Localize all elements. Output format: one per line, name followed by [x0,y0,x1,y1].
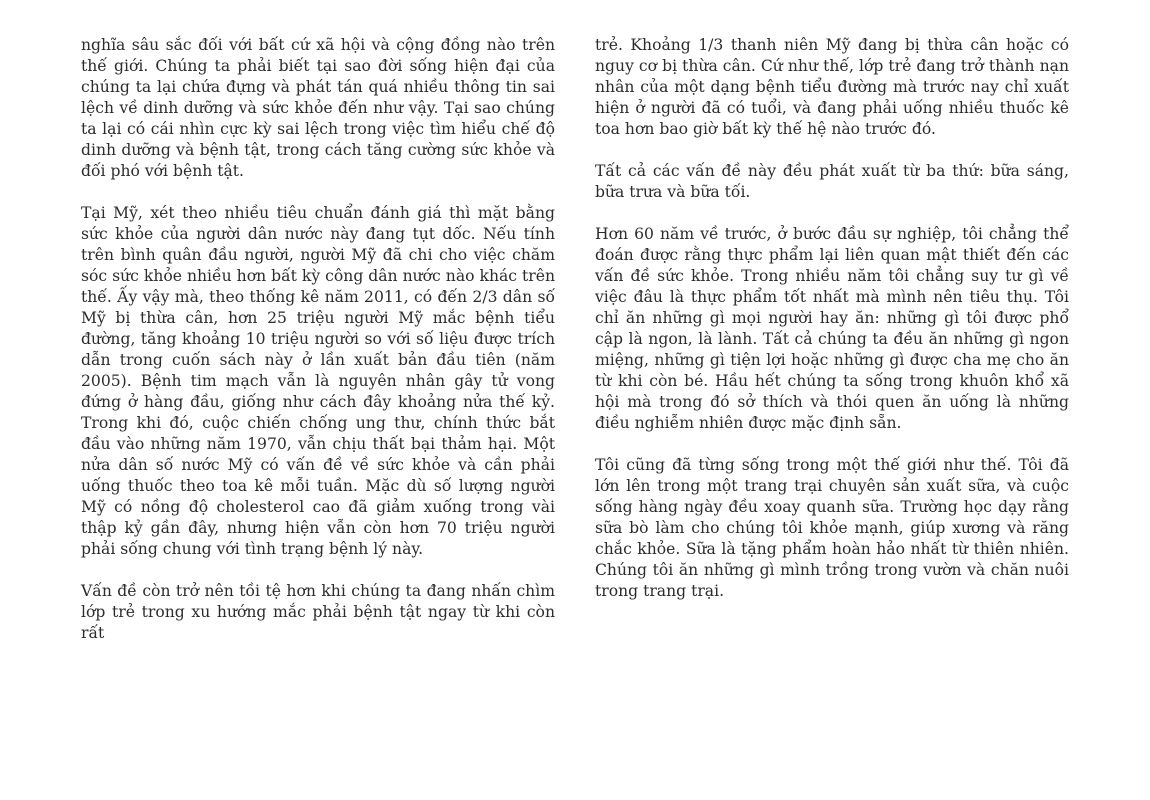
paragraph: Tất cả các vấn đề này đều phát xuất từ ba thứ: bữa sáng, bữa trưa và bữa tối. [595,162,1069,201]
paragraph: Tại Mỹ, xét theo nhiều tiêu chuẩn đánh giá thì mặt bằng sức khỏe của người dân nước này đang tụt dốc. Nếu tính trên bình quân đầu người, người Mỹ đã chi cho việc chăm sóc sức khỏe nhiều hơn bất kỳ công dân nước nào khác trên thế. Ấy vậy mà, theo thống kê năm 2011, có đến 2/3 dân số Mỹ bị thừa cân, hơn 25 triệu người Mỹ mắc bệnh tiểu đường, tăng khoảng 10 triệu người so với số liệu được trích dẫn trong cuốn sách này ở lần xuất bản đầu tiên (năm 2005). Bệnh tim mạch vẫn là nguyên nhân gây tử vong đứng ở hàng đầu, giống như cách đây khoảng nửa thế kỷ. Trong khi đó, cuộc chiến chống ung thư, chính thức bắt đầu vào những năm 1970, vẫn chịu thất bại thảm hại. Một nửa dân số nước Mỹ có vấn đề về sức khỏe và cần phải uống thuốc theo toa kê mỗi tuần. Mặc dù số lượng người Mỹ có nồng độ cholesterol cao đã giảm xuống trong vài thập kỷ gần đây, nhưng hiện vẫn còn hơn 70 triệu người phải sống chung với tình trạng bệnh lý này. [81,204,555,558]
right-text-column [595,35,1069,623]
paragraph: Vấn đề còn trở nên tồi tệ hơn khi chúng ta đang nhấn chìm lớp trẻ trong xu hướng mắc phải bệnh tật ngay từ khi còn rất [81,582,555,642]
paragraph: Tôi cũng đã từng sống trong một thế giới như thế. Tôi đã lớn lên trong một trang trại chuyên sản xuất sữa, và cuộc sống hàng ngày đều xoay quanh sữa. Trường học dạy rằng sữa bò làm cho chúng tôi khỏe mạnh, giúp xương và răng chắc khỏe. Sữa là tặng phẩm hoàn hảo nhất từ thiên nhiên. Chúng tôi ăn những gì mình trồng trong vườn và chăn nuôi trong trang trại. [595,456,1069,600]
paragraph: Hơn 60 năm về trước, ở bước đầu sự nghiệp, tôi chẳng thể đoán được rằng thực phẩm lại liên quan mật thiết đến các vấn đề sức khỏe. Trong nhiều năm tôi chẳng suy tư gì về việc đâu là thực phẩm tốt nhất mà mình nên tiêu thụ. Tôi chỉ ăn những gì mọi người hay ăn: những gì tôi được phổ cập là ngon, là lành. Tất cả chúng ta đều ăn những gì ngon miệng, những gì tiện lợi hoặc những gì được cha mẹ cho ăn từ khi còn bé. Hầu hết chúng ta sống trong khuôn khổ xã hội mà trong đó sở thích và thói quen ăn uống là những điều nghiễm nhiên được mặc định sẵn. [595,225,1069,432]
paragraph: trẻ. Khoảng 1/3 thanh niên Mỹ đang bị thừa cân hoặc có nguy cơ bị thừa cân. Cứ như thế, lớp trẻ đang trở thành nạn nhân của một dạng bệnh tiểu đường mà trước nay chỉ xuất hiện ở người đã có tuổi, và đang phải uống nhiều thuốc kê toa hơn bao giờ bất kỳ thế hệ nào trước đó. [595,36,1069,138]
left-text-column [81,35,555,665]
paragraph: nghĩa sâu sắc đối với bất cứ xã hội và cộng đồng nào trên thế giới. Chúng ta phải biết tại sao đời sống hiện đại của chúng ta lại chứa đựng và phát tán quá nhiều thông tin sai lệch về dinh dưỡng và sức khỏe đến như vậy. Tại sao chúng ta lại có cái nhìn cực kỳ sai lệch trong việc tìm hiểu chế độ dinh dưỡng và bệnh tật, trong cách tăng cường sức khỏe và đối phó với bệnh tật. [81,36,555,180]
